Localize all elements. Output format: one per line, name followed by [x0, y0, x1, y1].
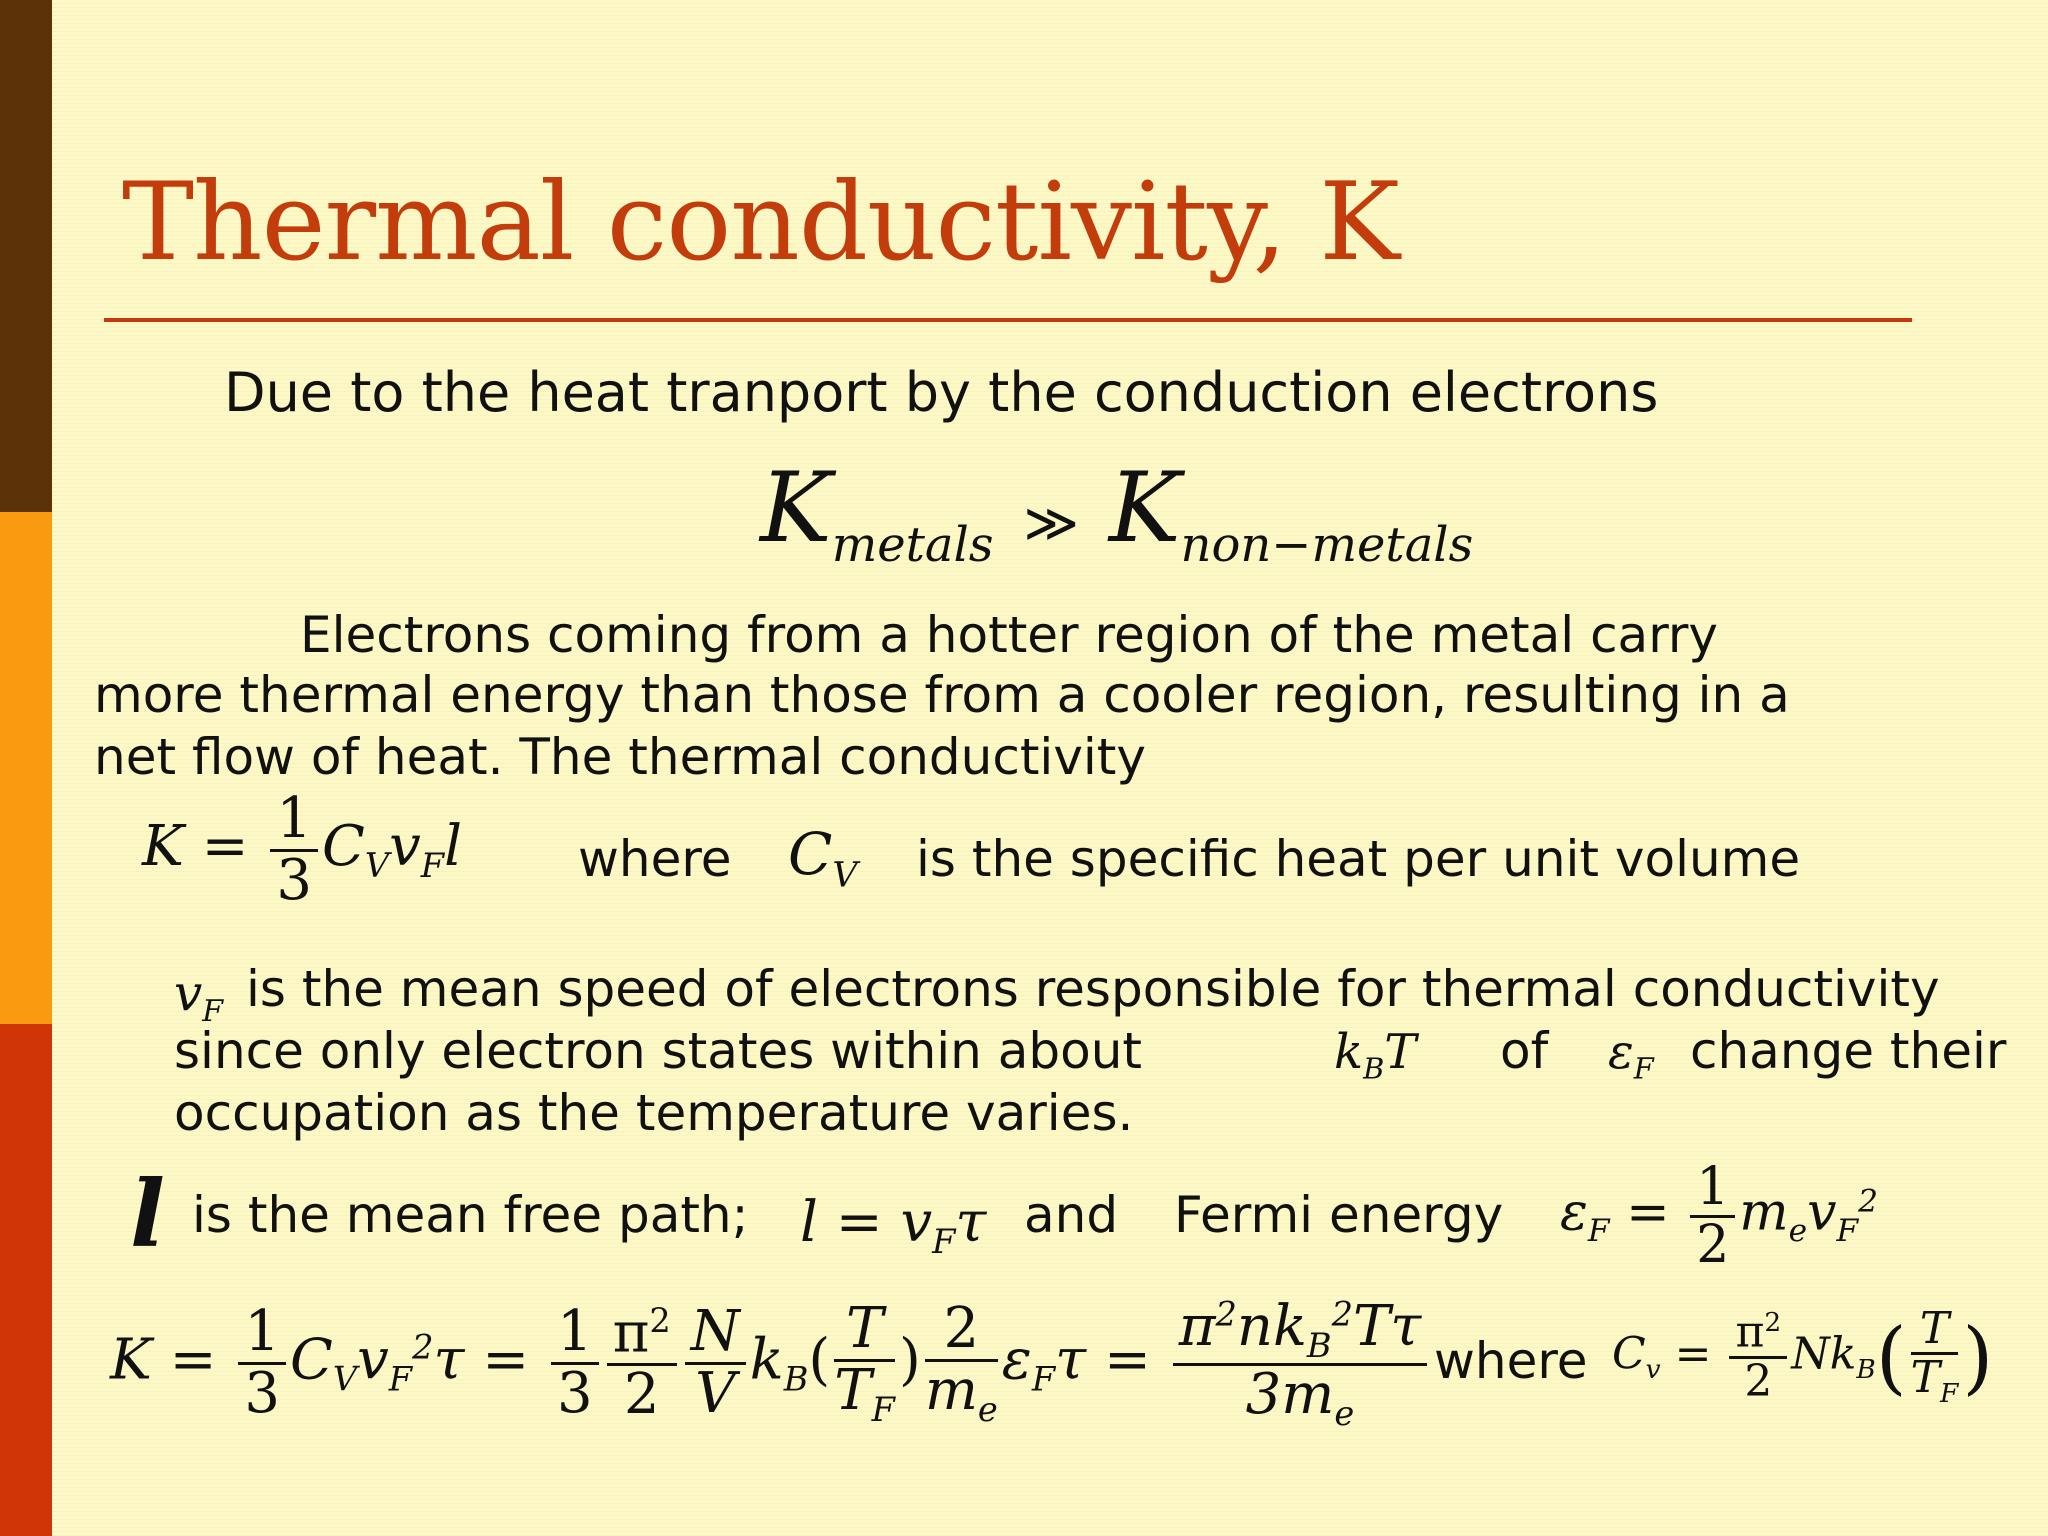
accent-stripe-top	[0, 0, 52, 512]
intro-text: Due to the heat tranport by the conduction electrons	[224, 361, 1659, 424]
vf-line-2b: of	[1500, 1022, 1549, 1080]
title-underline	[104, 318, 1912, 322]
where-label-1: where	[578, 830, 732, 888]
vf-line-2c: change their	[1690, 1022, 2007, 1080]
l-description: is the mean free path;	[192, 1186, 749, 1244]
accent-stripe-bottom	[0, 1024, 52, 1536]
symbol-kbt: $k_BT$	[1334, 1024, 1417, 1086]
equation-fermi-energy: $\varepsilon_F$ = $\frac{1}{2}$ $m_ev_F^2$	[1560, 1157, 1878, 1275]
equation-k-full: K = $\frac{1}{3}$ $C_Vv_F^2\tau$ = $\frac{1}{3}$ $\frac{\pi^2}{2}$ $\frac{N}{V}$ $k_B$( $\frac{T}{T_F}$ ) $\frac{2}{m_e}$ $\varepsilon_F\tau$ = $\frac{\pi^2nk_B^2T\tau}{3m_e}$	[110, 1296, 1431, 1432]
symbol-cv: $C_V$	[788, 820, 858, 896]
vf-line-2a: since only electron states within about	[174, 1022, 1142, 1080]
equation-l: $l = v_F\tau$	[800, 1190, 987, 1262]
and-label: and	[1024, 1186, 1119, 1244]
where-label-2: where	[1434, 1332, 1588, 1390]
equation-k-comparison: $K_{metals}$ ≫ $K_{non-metals}$	[760, 452, 1474, 574]
paragraph-line-2: more thermal energy than those from a cooler region, resulting in a	[94, 666, 1790, 724]
accent-stripe-middle	[0, 512, 52, 1024]
symbol-l-large: l	[130, 1160, 165, 1268]
cv-description: is the specific heat per unit volume	[916, 830, 1801, 888]
symbol-epsilon-f: $\varepsilon_F$	[1608, 1024, 1654, 1086]
paragraph-line-3: net flow of heat. The thermal conductivity	[94, 728, 1147, 786]
equation-cv: $C_v$ = $\frac{\pi^2}{2}$ $Nk_B$( $\frac{T}{T_F}$ )	[1612, 1303, 1994, 1409]
fermi-energy-label: Fermi energy	[1174, 1186, 1504, 1244]
vf-line-3: occupation as the temperature varies.	[174, 1084, 1134, 1142]
vf-line-1: is the mean speed of electrons responsible for thermal conductivity	[246, 960, 1940, 1018]
slide-title: Thermal conductivity, K	[122, 160, 1399, 285]
equation-k-definition: K = $\frac{1}{3}$ $C_Vv_Fl$	[142, 786, 462, 913]
paragraph-line-1: Electrons coming from a hotter region of the metal carry	[300, 606, 1719, 664]
symbol-vf: $v_F$	[174, 964, 224, 1029]
